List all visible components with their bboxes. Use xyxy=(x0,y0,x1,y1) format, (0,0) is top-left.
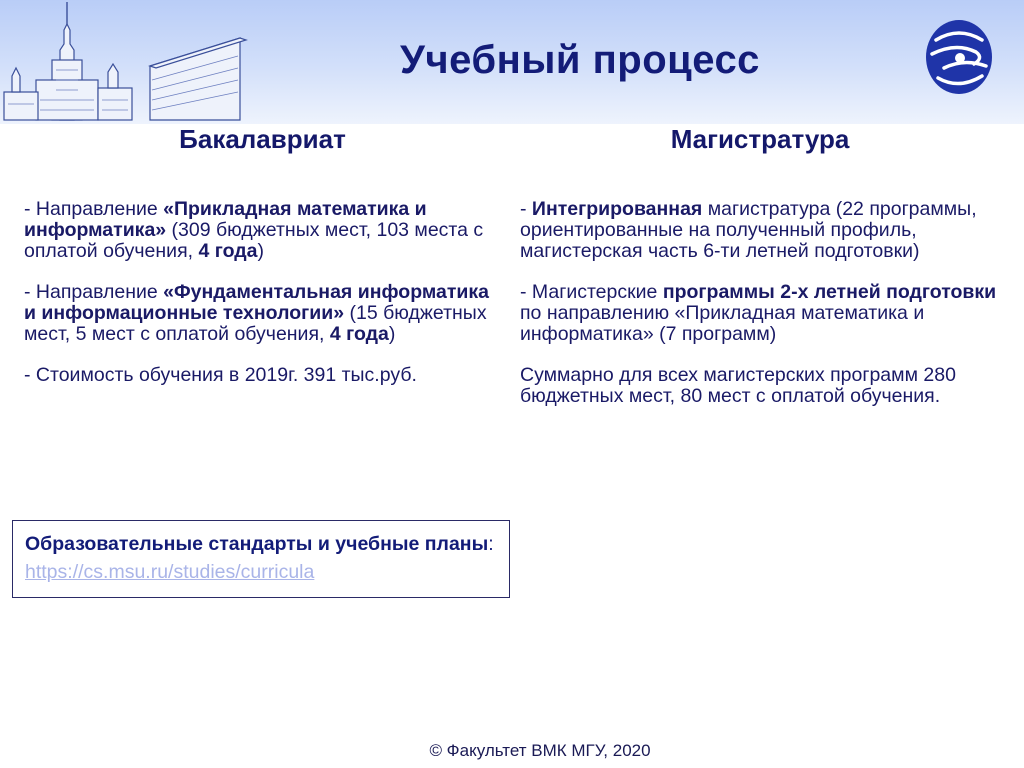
page-title: Учебный процесс xyxy=(400,38,760,82)
bachelor-column xyxy=(24,199,504,406)
cmc-logo-icon xyxy=(924,18,994,96)
master-summary-item: Суммарно для всех магистерских программ 280 бюджетных мест, 80 мест с оплатой обучения. xyxy=(520,364,956,407)
msu-building-illustration xyxy=(0,0,250,124)
standards-label: Образовательные стандарты и учебные планы xyxy=(25,533,489,555)
bachelor-fundamental-informatics-item: - Направление «Фундаментальная информатика и информационные технологии» (15 бюджетных мест, 5 мест с оплатой обучения, 4 года) xyxy=(24,281,490,345)
bachelor-heading: Бакалавриат xyxy=(179,124,346,154)
bachelor-applied-math-item: - Направление «Прикладная математика и информатика» (309 бюджетных мест, 103 места с оплатой обучения, 4 года) xyxy=(24,198,484,262)
master-integrated-item: - Интегрированная магистратура (22 программы, ориентированные на полученный профиль, магистерская часть 6-ти летней подготовки) xyxy=(520,198,977,262)
master-two-year-programs-item: - Магистерские программы 2-х летней подготовки по направлению «Прикладная математика и информатика» (7 программ) xyxy=(520,281,997,345)
master-column xyxy=(520,199,1002,427)
bachelor-tuition-cost-item: - Стоимость обучения в 2019г. 391 тыс.руб. xyxy=(24,364,417,386)
footer-copyright: © Факультет ВМК МГУ, 2020 xyxy=(429,741,651,760)
master-heading: Магистратура xyxy=(670,124,850,154)
curricula-link[interactable]: https://cs.msu.ru/studies/curricula xyxy=(25,561,315,583)
standards-separator: : xyxy=(488,533,494,555)
standards-box xyxy=(12,520,510,598)
header-banner xyxy=(0,0,1024,124)
